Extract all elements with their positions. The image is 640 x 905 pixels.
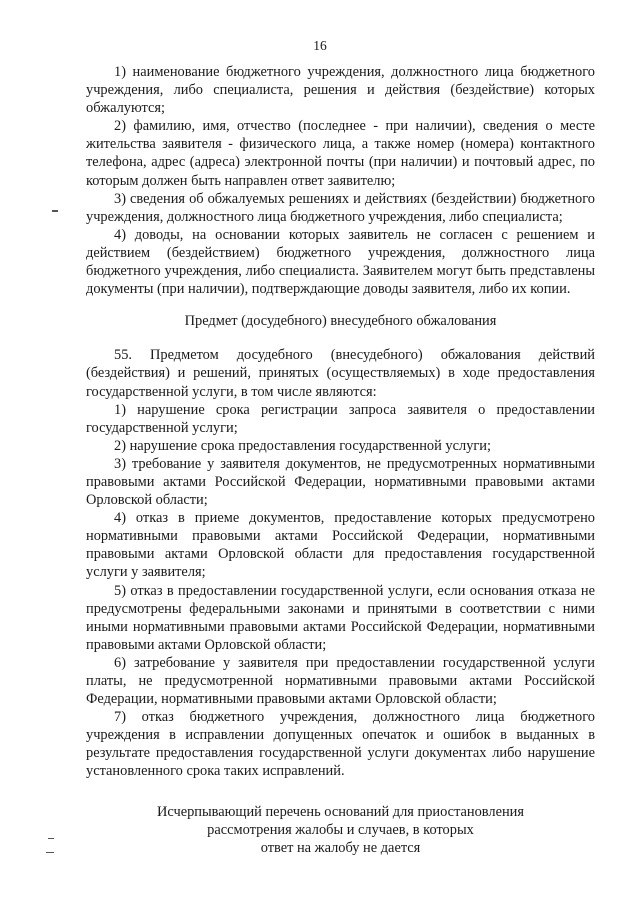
list-item: 5) отказ в предоставлении государственной услуги, если основания отказа не предусмотрены федеральными законами и принятыми в соответствии с ними иными нормативными правовыми актами Российской Федерации, нормативными правовыми актами Орловской области;	[86, 582, 595, 653]
paragraph-55: 55. Предметом досудебного (внесудебного) обжалования действий (бездействия) и решений, принятых (осуществляемых) в ходе предоставления государственной услуги, в том числе являются:	[86, 347, 595, 400]
list-item: 4) отказ в приеме документов, предоставление которых предусмотрено нормативными правовыми актами Российской Федерации, нормативными правовыми актами Орловской области для предоставления государственной услуги у заявителя;	[86, 510, 595, 581]
list-item: 1) нарушение срока регистрации запроса заявителя о предоставлении государственной услуги;	[86, 401, 595, 436]
list-item: 7) отказ бюджетного учреждения, должностного лица бюджетного учреждения в исправлении допущенных опечаток и ошибок в выданных в результате предоставления государственной услуги документах либо нарушение установленного срока таких исправлений.	[86, 709, 595, 780]
heading-line: рассмотрения жалобы и случаев, в которых	[207, 821, 474, 838]
list-item: 2) нарушение срока предоставления государственной услуги;	[114, 437, 491, 454]
scan-mark	[46, 852, 54, 853]
section-heading	[86, 803, 595, 857]
page-number: 16	[313, 38, 327, 53]
section-heading: Предмет (досудебного) внесудебного обжалования	[184, 313, 497, 330]
heading-line: Исчерпывающий перечень оснований для приостановления	[156, 803, 525, 820]
scan-mark	[48, 838, 54, 839]
heading-line: ответ на жалобу не дается	[260, 839, 421, 856]
list-item: 6) затребование у заявителя при предоставлении государственной услуги платы, не предусмотренной нормативными правовыми актами Российской Федерации, нормативными правовыми актами Орловской области;	[86, 654, 595, 708]
list-item: 1) наименование бюджетного учреждения, должностного лица бюджетного учреждения, либо специалиста, решения и действия (бездействие) которых обжалуются;	[86, 64, 595, 117]
document-body	[86, 63, 595, 857]
list-item: 3) сведения об обжалуемых решениях и действиях (бездействии) бюджетного учреждения, должностного лица бюджетного учреждения, либо специалиста;	[86, 190, 595, 225]
list-item: 3) требование у заявителя документов, не предусмотренных нормативными правовыми актами Российской Федерации, нормативными правовыми актами Орловской области;	[86, 455, 595, 509]
scan-mark	[52, 210, 58, 212]
list-item: 4) доводы, на основании которых заявитель не согласен с решением и действием (бездействием) бюджетного учреждения, должностного лица бюджетного учреждения, либо специалиста. Заявителем могут быть представлены документы (при наличии), подтверждающие доводы заявителя, либо их копии.	[86, 226, 595, 298]
list-item: 2) фамилию, имя, отчество (последнее - при наличии), сведения о месте жительства заявителя - физического лица, а также номер (номера) контактного телефона, адрес (адреса) электронной почты (при наличии) и почтовый адрес, по которым должен быть направлен ответ заявителю;	[86, 118, 595, 189]
